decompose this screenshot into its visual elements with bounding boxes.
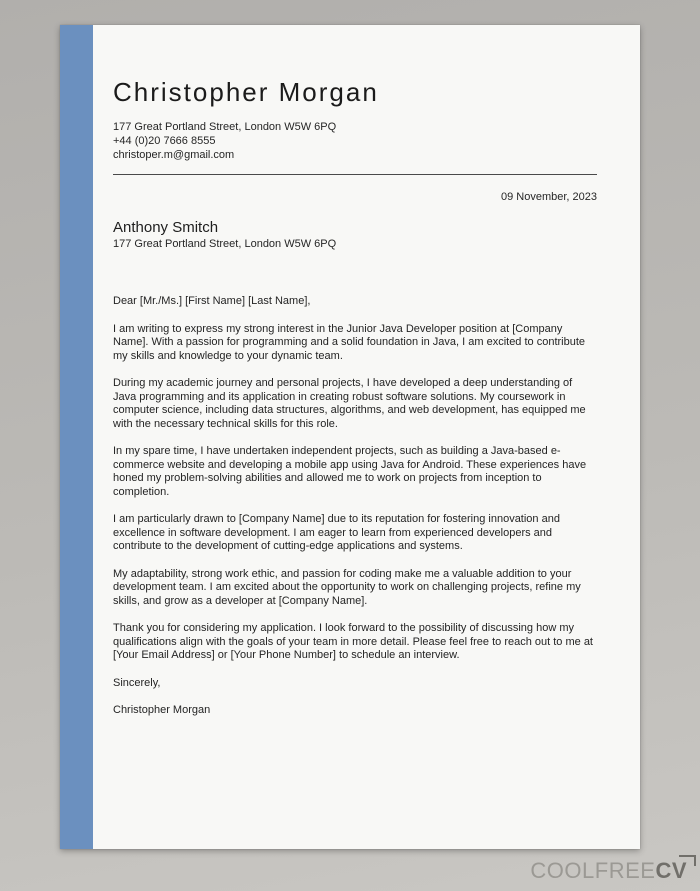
logo-text-light: COOLFREE bbox=[530, 858, 656, 883]
body-paragraph: My adaptability, strong work ethic, and passion for coding make me a valuable addition to your development team. I am excited about the opportunity to work on challenging projects, refine my skills, and grow as a developer at [Company Name]. bbox=[113, 567, 581, 607]
body-paragraph: In my spare time, I have undertaken independent projects, such as building a Java-based e-commerce website and developing a mobile app using Java for Android. These experiences have honed my problem-solving abilities and allowed me to work on projects from inception to completion. bbox=[113, 445, 587, 498]
coolfreecv-logo[interactable] bbox=[530, 858, 687, 884]
recipient-name: Anthony Smitch bbox=[113, 219, 219, 236]
logo-text-bold: CV bbox=[655, 858, 687, 883]
letter-page bbox=[60, 25, 640, 849]
logo-checkmark-icon bbox=[679, 855, 696, 866]
sender-phone: +44 (0)20 7666 8555 bbox=[113, 135, 216, 147]
sender-contact-block bbox=[113, 120, 597, 162]
letter-body bbox=[113, 295, 597, 718]
recipient-block bbox=[113, 219, 597, 251]
letter-content bbox=[93, 25, 640, 849]
closing: Sincerely, bbox=[113, 676, 161, 689]
salutation: Dear [Mr./Ms.] [First Name] [Last Name], bbox=[113, 295, 311, 307]
sender-name: Christopher Morgan bbox=[113, 77, 379, 107]
signature-name: Christopher Morgan bbox=[113, 704, 211, 716]
body-paragraph: I am writing to express my strong interest in the Junior Java Developer position at [Company Name]. With a passion for programming and a solid foundation in Java, I am excited to contribute my skills and knowledge to your dynamic team. bbox=[113, 322, 586, 362]
body-paragraph: I am particularly drawn to [Company Name] due to its reputation for fostering innovation and excellence in software development. I am eager to learn from experienced developers and contribute to the development of cutting-edge applications and systems. bbox=[113, 513, 560, 552]
body-paragraph: Thank you for considering my application. I look forward to the possibility of discussing how my qualifications align with the goals of your team in more detail. Please feel free to reach out to me at [Your Email Address] or [Your Phone Number] to schedule an interview. bbox=[113, 622, 593, 661]
accent-stripe bbox=[60, 25, 93, 849]
letter-date: 09 November, 2023 bbox=[500, 191, 597, 203]
sender-address: 177 Great Portland Street, London W5W 6PQ bbox=[113, 121, 337, 133]
body-paragraph: During my academic journey and personal projects, I have developed a deep understanding of Java programming and its application in creating robust software solutions. My coursework in computer science, including data structures, algorithms, and web development, has equipped me with the necessary technical skills for this role. bbox=[113, 377, 586, 430]
header-divider bbox=[113, 174, 597, 175]
recipient-address: 177 Great Portland Street, London W5W 6PQ bbox=[113, 238, 337, 250]
sender-email: christoper.m@gmail.com bbox=[113, 149, 235, 161]
